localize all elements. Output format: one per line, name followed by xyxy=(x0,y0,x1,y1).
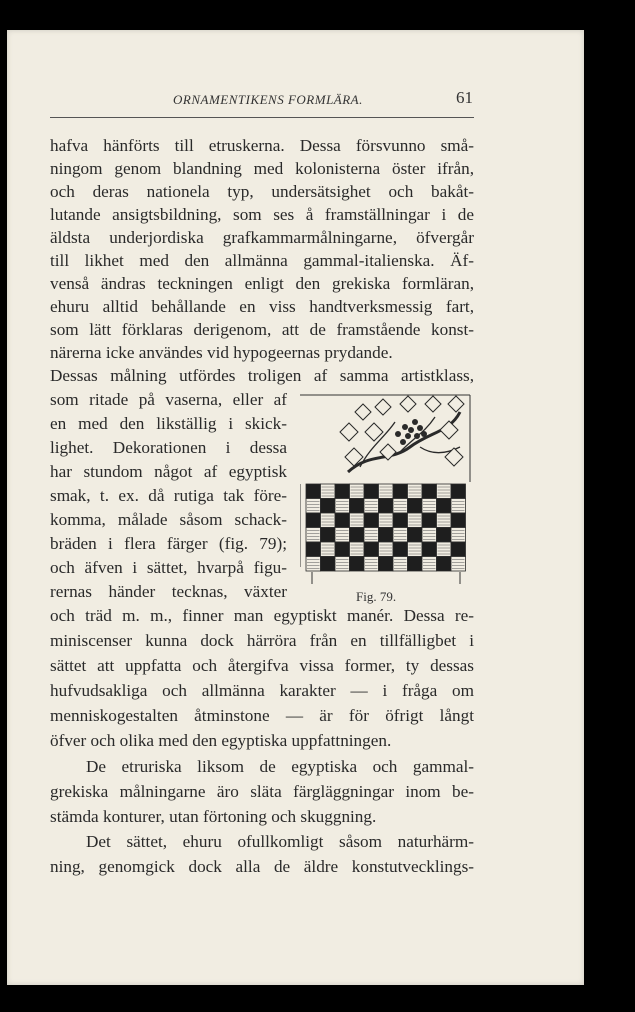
checker-square xyxy=(335,542,350,557)
checker-square xyxy=(321,542,336,557)
page-number: 61 xyxy=(456,88,473,107)
checker-square xyxy=(364,499,379,514)
checker-square xyxy=(408,513,423,528)
body-line: hufvudsakliga och allmänna karakter — i fråga om xyxy=(50,681,474,700)
body-line: lutande ansigtsbildning, som ses å framställningar i de xyxy=(50,205,474,224)
checker-square xyxy=(422,484,437,499)
checker-square xyxy=(379,557,394,572)
body-line: ehuru alltid behållande en viss handtverksmessig fart, xyxy=(50,297,474,316)
checker-square xyxy=(393,557,408,572)
body-line: hafva hänförts till etruskerna. Dessa försvunno små- xyxy=(50,136,474,155)
checker-square xyxy=(379,513,394,528)
checker-square xyxy=(408,542,423,557)
checker-square xyxy=(306,499,321,514)
wrap-line: och äfven i sättet, hvarpå figu- xyxy=(50,558,287,577)
checker-square xyxy=(364,513,379,528)
body-line: sättet att uppfatta och återgifva vissa former, ty dessas xyxy=(50,656,474,675)
checker-square xyxy=(335,484,350,499)
checker-square xyxy=(422,557,437,572)
checker-square xyxy=(393,499,408,514)
checker-square xyxy=(451,557,466,572)
figure-79-illustration xyxy=(300,392,474,584)
checker-square xyxy=(437,499,452,514)
body-line: och deras nationela typ, undersätsighet och bakåt- xyxy=(50,182,474,201)
wrap-line: som ritade på vaserna, eller af xyxy=(50,390,287,409)
checker-square xyxy=(350,513,365,528)
checker-square xyxy=(379,528,394,543)
wrap-line: bräden i flera färger (fig. 79); xyxy=(50,534,287,553)
checker-square xyxy=(321,557,336,572)
checker-square xyxy=(350,542,365,557)
body-line: som lätt förklaras derigenom, att de framstående konst- xyxy=(50,320,474,339)
checker-square xyxy=(437,484,452,499)
checker-square xyxy=(306,484,321,499)
wrap-line: komma, målade såsom schack- xyxy=(50,510,287,529)
wrap-line: har stundom något af egyptisk xyxy=(50,462,287,481)
body-line: och träd m. m., finner man egyptiskt manér. Dessa re- xyxy=(50,606,474,625)
header-rule xyxy=(50,117,474,118)
body-line: stämda konturer, utan förtoning och skuggning. xyxy=(50,807,377,826)
checker-square xyxy=(321,499,336,514)
checker-square xyxy=(408,499,423,514)
checker-square xyxy=(364,484,379,499)
checker-square xyxy=(408,528,423,543)
checker-square xyxy=(364,557,379,572)
checker-square xyxy=(408,557,423,572)
checker-square xyxy=(437,557,452,572)
body-line: Dessas målning utfördes troligen af samma artistklass, xyxy=(50,366,474,385)
running-title: ORNAMENTIKENS FORMLÄRA. xyxy=(173,92,363,107)
checker-square xyxy=(422,542,437,557)
wrap-line: rernas händer tecknas, växter xyxy=(50,582,287,601)
checker-square xyxy=(379,542,394,557)
checker-square xyxy=(379,484,394,499)
checker-square xyxy=(422,513,437,528)
body-line: Det sättet, ehuru ofullkomligt såsom naturhärm- xyxy=(86,832,474,851)
body-line: menniskogestalten åtminstone — är för öfrigt långt xyxy=(50,706,474,725)
checker-square xyxy=(350,484,365,499)
checker-square xyxy=(306,513,321,528)
body-line: ning, genomgick dock alla de äldre konstutvecklings- xyxy=(50,857,474,876)
checker-square xyxy=(306,542,321,557)
checker-square xyxy=(451,542,466,557)
checker-square xyxy=(364,528,379,543)
checker-square xyxy=(393,542,408,557)
wrap-line: lighet. Dekorationen i dessa xyxy=(50,438,287,457)
body-line: venså ändras teckningen enligt den grekiska formläran, xyxy=(50,274,474,293)
checker-square xyxy=(350,557,365,572)
body-line: De etruriska liksom de egyptiska och gammal- xyxy=(86,757,474,776)
figure-caption: Fig. 79. xyxy=(356,589,397,604)
checker-square xyxy=(437,528,452,543)
checker-square xyxy=(350,528,365,543)
checker-square xyxy=(306,528,321,543)
checker-square xyxy=(335,513,350,528)
checker-square xyxy=(393,528,408,543)
body-line: miniscenser kunna dock härröra från en tillfälligbet i xyxy=(50,631,474,650)
checker-square xyxy=(437,542,452,557)
body-line: närerna icke användes vid hypogeernas prydande. xyxy=(50,343,393,362)
body-line: grekiska målningarne äro släta färgläggningar inom be- xyxy=(50,782,474,801)
checker-square xyxy=(306,557,321,572)
checker-square xyxy=(451,499,466,514)
wrap-line: en med den likställig i skick- xyxy=(50,414,287,433)
body-line: ningom genom blandning med kolonisterna öster ifrån, xyxy=(50,159,474,178)
checker-square xyxy=(321,513,336,528)
checker-square xyxy=(321,528,336,543)
checker-square xyxy=(437,513,452,528)
checker-square xyxy=(335,557,350,572)
checker-square xyxy=(364,542,379,557)
checker-square xyxy=(321,484,336,499)
checker-square xyxy=(422,499,437,514)
checker-square xyxy=(350,499,365,514)
body-line: till likhet med den allmänna gammal-italienska. Äf- xyxy=(50,251,474,270)
checker-square xyxy=(393,513,408,528)
body-line: äldsta underjordiska grafkammarmålningarne, öfvergår xyxy=(50,228,474,247)
checker-square xyxy=(379,499,394,514)
checker-square xyxy=(408,484,423,499)
checker-square xyxy=(335,528,350,543)
checker-square xyxy=(451,484,466,499)
checker-square xyxy=(451,528,466,543)
checker-square xyxy=(422,528,437,543)
body-line: öfver och olika med den egyptiska uppfattningen. xyxy=(50,731,392,750)
checker-square xyxy=(451,513,466,528)
checker-square xyxy=(393,484,408,499)
checker-square xyxy=(335,499,350,514)
wrap-line: smak, t. ex. då rutiga tak före- xyxy=(50,486,287,505)
